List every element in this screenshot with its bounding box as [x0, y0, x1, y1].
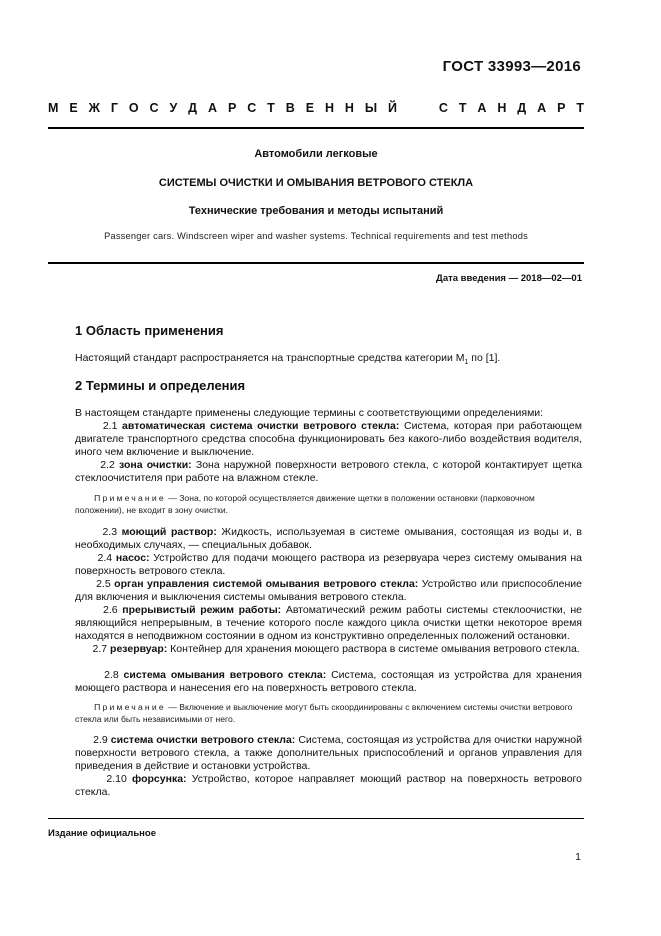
standard-code: ГОСТ 33993—2016 — [442, 58, 581, 75]
term-definition: Автоматический режим работы системы стеклоочистки, не являющийся непрерывным, в течение которого после каждого цикла очистки щетки некоторое время находятся в неподвижном состоянии в одном из конструктивно определенных положений остановки. — [75, 604, 583, 642]
term-title: орган управления системой омывания ветрового стекла: — [114, 578, 419, 590]
note-text: — Включение и выключение могут быть скоординированы с включением системы очистки ветрового стекла или быть независимыми от него. — [75, 702, 573, 724]
section-2-heading: 2 Термины и определения — [75, 378, 246, 393]
section-2-intro: В настоящем стандарте применены следующие термины с соответствующими определениями: — [75, 407, 544, 419]
banner-letter: В — [285, 101, 295, 115]
term-title: зона очистки: — [119, 459, 192, 471]
banner-letter: А — [537, 101, 547, 115]
term-definition: Устройство или приспособление для включения и выключения системы омывания ветрового стекла. — [75, 578, 582, 603]
term-title: система омывания ветрового стекла: — [123, 669, 327, 681]
term-title: форсунка: — [132, 773, 187, 785]
term-title: моющий раствор: — [121, 526, 217, 538]
term-definition: Устройство для подачи моющего раствора из резервуара через систему омывания на поверхность ветрового стекла. — [75, 552, 582, 577]
banner-letter: Н — [344, 101, 354, 115]
term-number: 2.8 — [104, 669, 124, 681]
banner-gap — [408, 101, 428, 115]
term-definition: Контейнер для хранения моющего раствора в системе омывания ветрового стекла. — [167, 643, 580, 655]
term-2-7 — [75, 643, 582, 656]
title-line-1: Автомобили легковые — [254, 148, 378, 160]
term-title: система очистки ветрового стекла: — [110, 734, 296, 746]
banner-letter: С — [149, 101, 159, 115]
banner-letter: Е — [305, 101, 315, 115]
term-definition: Система, состоящая из устройства для очистки наружной поверхности ветрового стекла, а также дополнительных приспособлений и органов управления для приведения в действие и остановки устройства. — [75, 734, 582, 772]
term-2-8 — [75, 669, 582, 695]
intro-date: Дата введения — 2018—02—01 — [436, 273, 582, 284]
banner-letter: А — [208, 101, 218, 115]
term-2-4 — [75, 552, 582, 578]
term-title: насос: — [115, 552, 150, 564]
term-definition: Устройство, которое направляет моющий раствор на поверхность ветрового стекла. — [75, 773, 582, 798]
banner-letter: С — [438, 101, 448, 115]
banner-letter: Н — [497, 101, 507, 115]
banner-letter: О — [128, 101, 139, 115]
term-definition: Система, состоящая из устройства для хранения моющего раствора и нанесения его на поверхность ветрового стекла. — [75, 669, 582, 694]
banner-letter: Г — [110, 101, 118, 115]
banner-letter: У — [169, 101, 178, 115]
banner-letter: Р — [227, 101, 237, 115]
edition-label: Издание официальное — [48, 828, 156, 839]
term-2-10 — [75, 773, 582, 799]
term-2-1 — [75, 420, 582, 459]
banner-letter: Д — [188, 101, 198, 115]
banner-letter: Н — [324, 101, 334, 115]
note-text: — Зона, по которой осуществляется движение щетки в положении остановки (парковочном положении), не входит в зону очистки. — [75, 493, 535, 515]
banner-letter: Е — [69, 101, 78, 115]
banner-letter: Р — [557, 101, 566, 115]
term-definition: Система, которая при работающем двигателе транспортного средства способна функционировать без какого-либо воздействия водителя, иного чем включение и выключение. — [75, 420, 582, 458]
note-label: Примечание — [94, 702, 166, 712]
banner-letter: С — [247, 101, 257, 115]
banner-letter: Д — [517, 101, 527, 115]
term-number: 2.1 — [102, 420, 123, 432]
term-number: 2.2 — [100, 459, 119, 471]
term-number: 2.9 — [93, 734, 111, 746]
footer-rule — [48, 818, 584, 819]
term-2-2 — [75, 459, 582, 485]
title-line-2: СИСТЕМЫ ОЧИСТКИ И ОМЫВАНИЯ ВЕТРОВОГО СТЕКЛА — [158, 177, 474, 189]
english-title: Passenger cars. Windscreen wiper and washer systems. Technical requirements and test methods — [104, 231, 528, 241]
section-1-text-a: Настоящий стандарт распространяется на транспортные средства категории М — [75, 352, 465, 364]
section-1-heading: 1 Область применения — [75, 323, 224, 338]
banner-letter: Т — [267, 101, 275, 115]
banner-letter: М — [48, 101, 59, 115]
term-number: 2.7 — [92, 643, 111, 655]
banner-letter: Ж — [88, 101, 100, 115]
section-1-text — [75, 352, 582, 369]
term-2-9 — [75, 734, 582, 773]
term-title: автоматическая система очистки ветрового стекла: — [122, 420, 400, 432]
banner-letter: Й — [388, 101, 398, 115]
term-number: 2.6 — [103, 604, 123, 616]
banner-letter: Т — [576, 101, 584, 115]
note-label: Примечание — [94, 493, 166, 503]
banner-letter: Т — [458, 101, 467, 115]
header-rule — [48, 127, 584, 129]
section-1-text-b: по [1]. — [468, 352, 501, 364]
title-line-3: Технические требования и методы испытаний — [188, 205, 444, 217]
page-number: 1 — [575, 851, 581, 863]
note-2 — [75, 701, 582, 725]
title-rule — [48, 262, 584, 264]
term-2-6 — [75, 604, 582, 643]
note-1 — [75, 492, 582, 516]
term-title: резервуар: — [110, 643, 168, 655]
term-definition: Зона наружной поверхности ветрового стекла, с которой контактирует щетка стеклоочистителя при работе на влажном стекле. — [75, 459, 582, 484]
term-2-5 — [75, 578, 582, 604]
banner-letter: А — [477, 101, 487, 115]
term-definition: Жидкость, используемая в системе омывания, состоящая из воды и, в необходимых случаях, — специальных добавок. — [75, 526, 582, 551]
interstate-standard-banner — [48, 101, 584, 115]
term-number: 2.10 — [106, 773, 133, 785]
term-number: 2.4 — [97, 552, 116, 564]
category-subscript: 1 — [464, 359, 469, 367]
term-number: 2.3 — [102, 526, 122, 538]
term-number: 2.5 — [96, 578, 115, 590]
term-title: прерывистый режим работы: — [122, 604, 282, 616]
term-2-3 — [75, 526, 582, 552]
banner-letter: Ы — [364, 101, 378, 115]
